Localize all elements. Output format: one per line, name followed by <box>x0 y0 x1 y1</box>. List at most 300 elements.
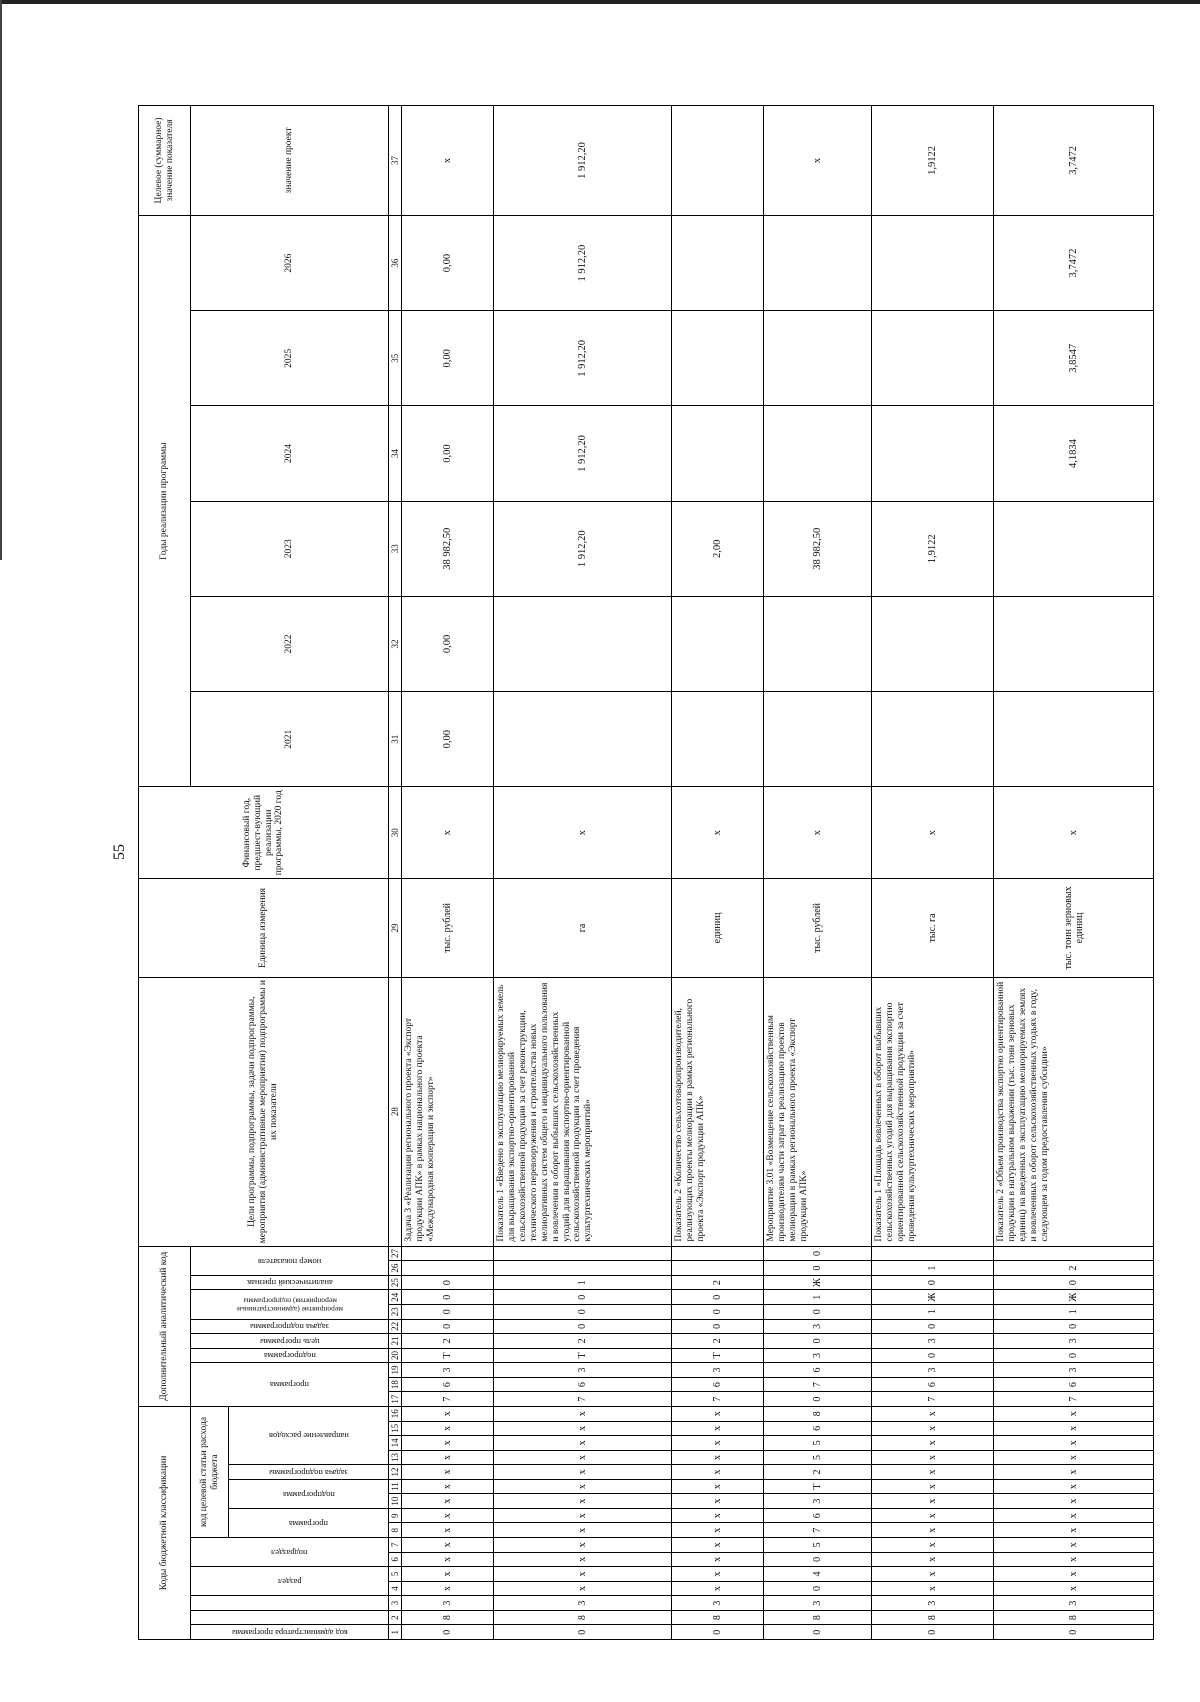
column-number: 13 <box>389 1450 402 1465</box>
code-cell: 3 <box>994 1363 1154 1378</box>
row-name: Показатель 2 «Объем производства экспортно ориентированной продукции в натуральном выражении (тыс. тонн зерновых единиц) на введенных в эксплуатацию мелиорируемых землях и вовлеченных в оборот сельскохозяйственных угодьях в году, следующем за годом предоставления субсидии» <box>994 977 1154 1246</box>
code-cell: Т <box>494 1348 672 1363</box>
code-cell: 7 <box>994 1392 1154 1407</box>
a-event-header: мероприятие (административные мероприятия) подпрограммы <box>191 1290 389 1319</box>
column-numbers-row <box>389 106 402 1640</box>
code-cell: х <box>402 1479 494 1494</box>
year-2022-cell <box>672 596 764 691</box>
target-cell: 3,7472 <box>994 106 1154 216</box>
code-cell: х <box>402 1567 494 1582</box>
code-cell <box>494 1246 672 1261</box>
code-cell: х <box>402 1465 494 1480</box>
code-cell: х <box>402 1406 494 1421</box>
target-article-header: код целевой статьи расхода бюджета <box>191 1406 229 1537</box>
code-cell: х <box>872 1421 994 1436</box>
code-cell: 0 <box>764 1304 872 1319</box>
code-cell: 0 <box>402 1625 494 1640</box>
code-cell: х <box>994 1567 1154 1582</box>
year-2024-cell <box>672 406 764 501</box>
left-border-line <box>0 0 2 560</box>
code-cell: 0 <box>672 1304 764 1319</box>
code-cell <box>402 1261 494 1276</box>
year-2025-cell <box>672 311 764 406</box>
code-cell: 3 <box>402 1363 494 1378</box>
goals-header: Цели программы, подпрограммы, задачи подпрограммы, мероприятия (административные мероприятия) подпрограммы и их показатели <box>139 977 389 1246</box>
code-cell: х <box>672 1421 764 1436</box>
code-cell: 8 <box>994 1610 1154 1625</box>
target-cell: 1 912,20 <box>494 106 672 216</box>
code-cell: 0 <box>672 1290 764 1305</box>
column-number: 21 <box>389 1334 402 1349</box>
code-cell: х <box>872 1508 994 1523</box>
code-cell: 0 <box>764 1334 872 1349</box>
code-cell: 6 <box>872 1377 994 1392</box>
code-cell: 1 <box>494 1275 672 1290</box>
direction-header: направление расходов <box>268 1431 349 1442</box>
budget-codes-header: Коды бюджетной классификации <box>139 1406 191 1639</box>
column-number: 30 <box>389 787 402 879</box>
fin-year-cell: х <box>494 787 672 879</box>
code-cell: 3 <box>872 1596 994 1611</box>
a-indicator-header: номер показателя <box>191 1246 389 1275</box>
year-2023-cell: 38 982,50 <box>764 501 872 596</box>
code-cell: 8 <box>764 1406 872 1421</box>
table-row <box>672 106 764 1640</box>
top-border-line <box>0 0 1200 4</box>
code-cell: х <box>994 1421 1154 1436</box>
code-cell: 1 <box>872 1261 994 1276</box>
code-cell: х <box>402 1552 494 1567</box>
code-cell: х <box>994 1436 1154 1451</box>
code-cell: х <box>994 1465 1154 1480</box>
code-cell: х <box>402 1436 494 1451</box>
code-cell: 6 <box>402 1377 494 1392</box>
code-cell: 0 <box>994 1319 1154 1334</box>
code-cell: Ж <box>764 1275 872 1290</box>
code-cell: Т <box>402 1348 494 1363</box>
target-cell: х <box>402 106 494 216</box>
code-cell: х <box>672 1552 764 1567</box>
code-cell: 0 <box>764 1552 872 1567</box>
code-cell: 0 <box>994 1275 1154 1290</box>
code-cell: х <box>672 1494 764 1509</box>
fin-year-cell: х <box>764 787 872 879</box>
column-number: 35 <box>389 311 402 406</box>
year-2021-cell: 0,00 <box>402 692 494 787</box>
table-row <box>764 106 872 1640</box>
code-cell: х <box>494 1538 672 1553</box>
column-number: 4 <box>389 1581 402 1596</box>
code-cell: х <box>994 1494 1154 1509</box>
year-2025-cell <box>764 311 872 406</box>
code-cell: х <box>494 1523 672 1538</box>
year-2021-cell <box>672 692 764 787</box>
code-cell: 0 <box>872 1348 994 1363</box>
row-name: Показатель 1 «Введено в эксплуатацию мелиорируемых земель для выращивания экспортно-ориентированной сельскохозяйственной продукции за счет реконструкции, технического перевооружения и строительства новых мелиоративных систем общего и индивидуального пользования и вовлечения в оборот выбывших сельскохозяйственных угодий для выращивания экспортно-ориентированной сельскохозяйственной продукции за счет проведения культуртехнических мероприятий» <box>494 977 672 1246</box>
code-cell: 3 <box>764 1494 872 1509</box>
code-cell: х <box>672 1538 764 1553</box>
code-cell: 6 <box>764 1421 872 1436</box>
code-cell: Т <box>672 1348 764 1363</box>
code-cell: х <box>994 1406 1154 1421</box>
code-cell: 0 <box>764 1392 872 1407</box>
code-cell: х <box>672 1581 764 1596</box>
code-cell: х <box>872 1552 994 1567</box>
code-cell: 0 <box>402 1275 494 1290</box>
code-cell: х <box>994 1538 1154 1553</box>
code-cell: 2 <box>764 1465 872 1480</box>
fin-year-cell: х <box>672 787 764 879</box>
code-cell: 0 <box>494 1304 672 1319</box>
column-number: 31 <box>389 692 402 787</box>
code-cell: 6 <box>764 1508 872 1523</box>
code-cell: 1 <box>994 1304 1154 1319</box>
column-number: 18 <box>389 1377 402 1392</box>
column-number: 6 <box>389 1552 402 1567</box>
code-cell <box>494 1261 672 1276</box>
code-cell: 7 <box>402 1392 494 1407</box>
year-2022-cell <box>764 596 872 691</box>
code-cell: 6 <box>764 1363 872 1378</box>
code-cell: Т <box>764 1479 872 1494</box>
column-number: 15 <box>389 1421 402 1436</box>
additional-code-header: Дополнительный аналитический код <box>139 1246 191 1406</box>
year-2022-cell <box>494 596 672 691</box>
code-cell: 2 <box>494 1334 672 1349</box>
code-cell: х <box>672 1567 764 1582</box>
code-cell: х <box>494 1436 672 1451</box>
year-2021-cell <box>994 692 1154 787</box>
unit-cell: тыс. рублей <box>402 879 494 978</box>
column-number: 14 <box>389 1436 402 1451</box>
a-task-header: задача подпрограммы <box>191 1319 389 1334</box>
code-cell: 0 <box>494 1319 672 1334</box>
code-cell: 8 <box>402 1610 494 1625</box>
year-2022-cell <box>994 596 1154 691</box>
code-cell: х <box>994 1508 1154 1523</box>
fin-year-cell: х <box>402 787 494 879</box>
code-cell: х <box>494 1508 672 1523</box>
code-cell: х <box>402 1508 494 1523</box>
year-2024-cell <box>872 406 994 501</box>
code-cell: 0 <box>764 1261 872 1276</box>
table-row <box>494 106 672 1640</box>
code-cell: х <box>872 1406 994 1421</box>
code-cell: х <box>494 1494 672 1509</box>
code-cell: 0 <box>872 1319 994 1334</box>
column-number: 24 <box>389 1290 402 1305</box>
code-cell: х <box>994 1523 1154 1538</box>
code-cell: х <box>872 1479 994 1494</box>
code-cell: х <box>872 1465 994 1480</box>
row-name: Задача 3 «Реализация регионального проекта «Экспорт продукции АПК» в рамках национального проекта «Международная кооперация и экспорт» <box>402 977 494 1246</box>
unit-cell: единиц <box>672 879 764 978</box>
year-2025-cell <box>872 311 994 406</box>
code-cell: 3 <box>672 1363 764 1378</box>
fin-year-header: Финансовый год, предшест-вующий реализации программы, 2020 год <box>139 787 389 879</box>
code-cell: х <box>672 1479 764 1494</box>
code-cell: х <box>872 1567 994 1582</box>
code-cell: 7 <box>494 1392 672 1407</box>
code-cell: х <box>402 1421 494 1436</box>
code-cell: х <box>494 1406 672 1421</box>
year-2026-header: 2026 <box>191 215 389 310</box>
code-cell: х <box>402 1581 494 1596</box>
year-2023-cell: 1,9122 <box>872 501 994 596</box>
code-cell: х <box>872 1436 994 1451</box>
code-cell: 3 <box>402 1596 494 1611</box>
code-cell: х <box>672 1436 764 1451</box>
column-number: 16 <box>389 1406 402 1421</box>
code-cell: 0 <box>672 1319 764 1334</box>
code-cell: 0 <box>764 1581 872 1596</box>
fin-year-cell: х <box>872 787 994 879</box>
code-cell: х <box>672 1465 764 1480</box>
year-2021-cell <box>872 692 994 787</box>
code-cell: х <box>994 1552 1154 1567</box>
program-indicators-table <box>138 105 1154 1640</box>
column-number: 32 <box>389 596 402 691</box>
unit-header: Единица измерения <box>139 879 389 978</box>
code-cell: 3 <box>494 1596 672 1611</box>
unit-cell: тыс. га <box>872 879 994 978</box>
year-2022-header: 2022 <box>191 596 389 691</box>
code-cell: 3 <box>994 1596 1154 1611</box>
year-2026-cell <box>672 215 764 310</box>
column-number: 20 <box>389 1348 402 1363</box>
code-cell: х <box>494 1450 672 1465</box>
year-2024-cell: 0,00 <box>402 406 494 501</box>
code-cell: х <box>672 1508 764 1523</box>
code-cell: х <box>402 1450 494 1465</box>
column-number: 27 <box>389 1246 402 1261</box>
code-cell: х <box>872 1450 994 1465</box>
column-number: 22 <box>389 1319 402 1334</box>
code-cell: х <box>994 1581 1154 1596</box>
year-2025-cell: 1 912,20 <box>494 311 672 406</box>
column-number: 34 <box>389 406 402 501</box>
code-cell <box>402 1246 494 1261</box>
code-cell: х <box>994 1479 1154 1494</box>
column-number: 7 <box>389 1538 402 1553</box>
table-row <box>994 106 1154 1640</box>
code-cell: 4 <box>764 1567 872 1582</box>
section-header: раздел <box>191 1567 389 1596</box>
row-name: Показатель 1 «Площадь вовлеченных в оборот выбывших сельскохозяйственных угодий для выращивания экспортно ориентированной сельскохозяйственной продукции за счет проведения культуртехнических мероприятий» <box>872 977 994 1246</box>
code-cell: х <box>494 1479 672 1494</box>
code-cell: х <box>494 1552 672 1567</box>
year-2026-cell <box>872 215 994 310</box>
target-cell: 1,9122 <box>872 106 994 216</box>
code-cell: 1 <box>764 1290 872 1305</box>
code-cell: х <box>402 1538 494 1553</box>
unit-cell: га <box>494 879 672 978</box>
subsection-header: подраздел <box>191 1538 389 1567</box>
code-cell: 3 <box>764 1348 872 1363</box>
code-cell <box>672 1246 764 1261</box>
year-2023-cell: 1 912,20 <box>494 501 672 596</box>
year-2026-cell: 0,00 <box>402 215 494 310</box>
year-2021-header: 2021 <box>191 692 389 787</box>
code-cell: 0 <box>402 1319 494 1334</box>
code-cell: 7 <box>764 1523 872 1538</box>
a-goal-header: цель программы <box>191 1334 389 1349</box>
year-2024-cell <box>764 406 872 501</box>
column-number: 19 <box>389 1363 402 1378</box>
code-cell <box>872 1246 994 1261</box>
code-cell <box>994 1246 1154 1261</box>
column-number: 10 <box>389 1494 402 1509</box>
admin-code-header: код администратора программы <box>231 1628 348 1638</box>
code-cell: 1 <box>872 1304 994 1319</box>
code-cell: х <box>402 1523 494 1538</box>
year-2026-cell: 3,7472 <box>994 215 1154 310</box>
code-cell <box>672 1261 764 1276</box>
year-2023-cell <box>994 501 1154 596</box>
year-2021-cell <box>494 692 672 787</box>
column-number: 29 <box>389 879 402 978</box>
code-cell: х <box>872 1538 994 1553</box>
code-cell: 3 <box>764 1596 872 1611</box>
code-cell: 3 <box>764 1319 872 1334</box>
code-cell: 3 <box>994 1334 1154 1349</box>
code-cell: 8 <box>872 1610 994 1625</box>
program-header: программа <box>288 1518 329 1529</box>
code-cell: 3 <box>872 1363 994 1378</box>
page-number: 55 <box>111 844 128 860</box>
code-cell: 7 <box>872 1392 994 1407</box>
year-2024-header: 2024 <box>191 406 389 501</box>
a-sign-header: аналитический признак <box>191 1275 389 1290</box>
table-row <box>872 106 994 1640</box>
code-cell: 2 <box>402 1334 494 1349</box>
code-cell: 8 <box>672 1610 764 1625</box>
row-name: Показатель 2 «Количество сельхозтоваропроизводителей, реализующих проекты мелиорации в рамках регионального проекта «Экспорт продукции АПК» <box>672 977 764 1246</box>
column-number: 36 <box>389 215 402 310</box>
code-cell: 5 <box>764 1450 872 1465</box>
code-cell: 2 <box>672 1334 764 1349</box>
code-cell: х <box>494 1465 672 1480</box>
code-cell: 0 <box>764 1246 872 1261</box>
column-number: 12 <box>389 1465 402 1480</box>
year-2026-cell: 1 912,20 <box>494 215 672 310</box>
code-cell: х <box>994 1450 1154 1465</box>
code-cell: 2 <box>994 1261 1154 1276</box>
year-2021-cell <box>764 692 872 787</box>
code-cell: х <box>872 1581 994 1596</box>
code-cell: х <box>494 1421 672 1436</box>
code-cell: 6 <box>672 1377 764 1392</box>
code-cell: 0 <box>494 1625 672 1640</box>
code-cell: 3 <box>872 1334 994 1349</box>
code-cell: х <box>494 1567 672 1582</box>
a-subprogram-header: подпрограмма <box>191 1348 389 1363</box>
year-2025-header: 2025 <box>191 311 389 406</box>
year-2023-header: 2023 <box>191 501 389 596</box>
unit-cell: тыс. рублей <box>764 879 872 978</box>
fin-year-cell: х <box>994 787 1154 879</box>
column-number: 25 <box>389 1275 402 1290</box>
code-cell: х <box>494 1581 672 1596</box>
column-number: 5 <box>389 1567 402 1582</box>
code-cell: х <box>672 1523 764 1538</box>
target-header: Целевое (суммарное) значение показателя <box>139 106 191 216</box>
column-number: 11 <box>389 1479 402 1494</box>
year-2026-cell <box>764 215 872 310</box>
column-number: 9 <box>389 1508 402 1523</box>
column-number: 23 <box>389 1304 402 1319</box>
code-cell: 0 <box>764 1625 872 1640</box>
code-cell: 0 <box>872 1275 994 1290</box>
year-2025-cell: 0,00 <box>402 311 494 406</box>
year-2022-cell <box>872 596 994 691</box>
code-cell: 3 <box>672 1596 764 1611</box>
column-number: 3 <box>389 1596 402 1611</box>
code-cell: Ж <box>994 1290 1154 1305</box>
code-cell: х <box>672 1450 764 1465</box>
code-cell: 0 <box>994 1625 1154 1640</box>
code-cell: 7 <box>672 1392 764 1407</box>
year-2023-cell: 2,00 <box>672 501 764 596</box>
column-number: 28 <box>389 977 402 1246</box>
sub-task-header: задача подпрограммы <box>269 1467 348 1478</box>
years-group-header: Годы реализации программы <box>139 215 191 786</box>
code-cell: х <box>872 1523 994 1538</box>
code-cell: 8 <box>494 1610 672 1625</box>
column-number: 26 <box>389 1261 402 1276</box>
year-2023-cell: 38 982,50 <box>402 501 494 596</box>
code-cell: х <box>872 1494 994 1509</box>
target-sub-header: значение проект <box>191 106 389 216</box>
year-2024-cell: 1 912,20 <box>494 406 672 501</box>
code-cell: 0 <box>672 1625 764 1640</box>
code-cell: 5 <box>764 1538 872 1553</box>
code-cell: 0 <box>402 1304 494 1319</box>
code-cell: 0 <box>402 1290 494 1305</box>
column-number: 1 <box>389 1625 402 1640</box>
subprogram-header: подпрограмма <box>282 1489 335 1500</box>
row-name: Мероприятие 3.01 «Возмещение сельскохозяйственным производителям части затрат на реализацию проектов мелиорации в рамках регионального проекта «Экспорт продукции АПК» <box>764 977 872 1246</box>
target-cell: х <box>764 106 872 216</box>
code-cell: х <box>402 1494 494 1509</box>
rotated-table-container <box>138 105 1153 1640</box>
code-cell: 5 <box>764 1436 872 1451</box>
code-cell: 0 <box>872 1625 994 1640</box>
year-2025-cell: 3,8547 <box>994 311 1154 406</box>
column-number: 17 <box>389 1392 402 1407</box>
code-cell: 6 <box>994 1377 1154 1392</box>
code-cell: Ж <box>872 1290 994 1305</box>
table-row <box>402 106 494 1640</box>
column-number: 37 <box>389 106 402 216</box>
code-cell: 0 <box>494 1290 672 1305</box>
unit-cell: тыс. тонн зерновых единиц <box>994 879 1154 978</box>
column-number: 33 <box>389 501 402 596</box>
target-cell <box>672 106 764 216</box>
code-cell: 8 <box>764 1610 872 1625</box>
code-cell: 7 <box>764 1377 872 1392</box>
code-cell: 2 <box>672 1275 764 1290</box>
a-program-header: программа <box>191 1363 389 1407</box>
column-number: 2 <box>389 1610 402 1625</box>
code-cell: 0 <box>994 1348 1154 1363</box>
column-number: 8 <box>389 1523 402 1538</box>
year-2022-cell: 0,00 <box>402 596 494 691</box>
year-2024-cell: 4,1834 <box>994 406 1154 501</box>
code-cell: 6 <box>494 1377 672 1392</box>
code-cell: х <box>672 1406 764 1421</box>
code-cell: 3 <box>494 1363 672 1378</box>
